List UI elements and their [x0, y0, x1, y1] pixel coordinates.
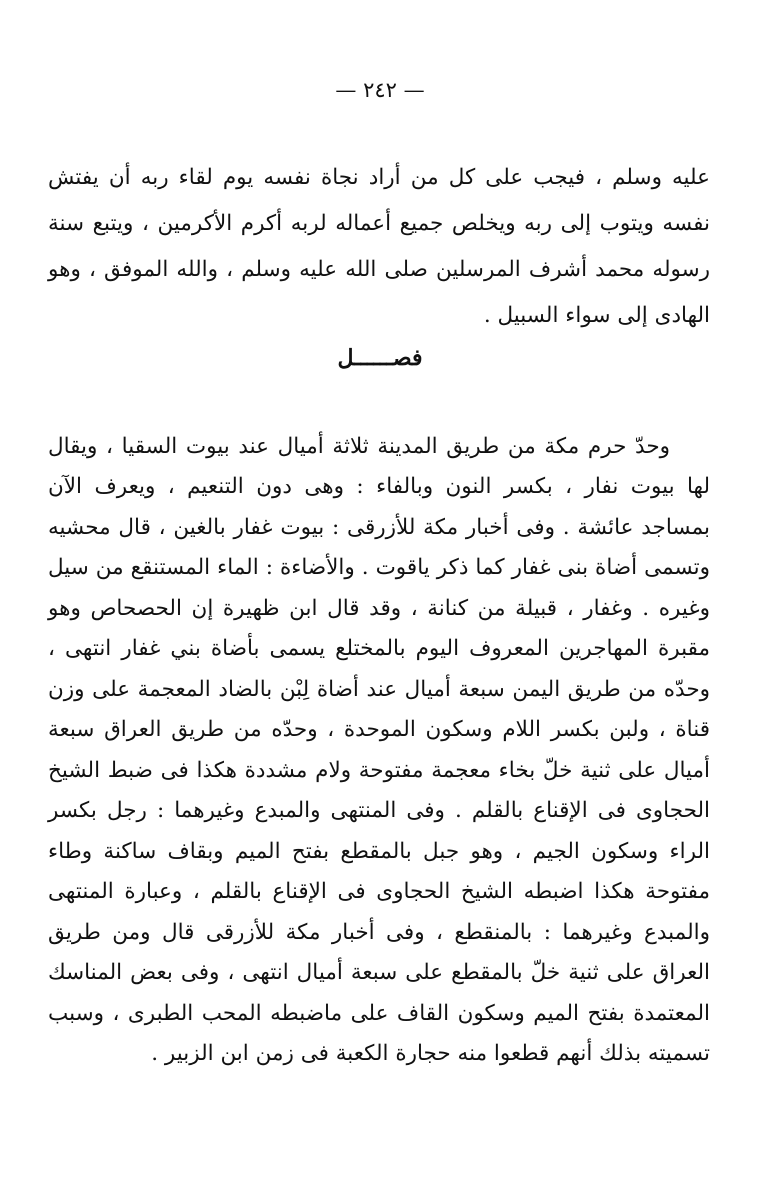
- paragraph-haram-boundaries: وحدّ حرم مكة من طريق المدينة ثلاثة أميال عند بيوت السقيا ، ويقال لها بيوت نفار ، بكسر النون وبالفاء : وهى دون التنعيم ، ويعرف الآن بمساجد عائشة . وفى أخبار مكة للأزرقى : بيوت غفار بالغين ، قال محشيه وتسمى أضاة بنى غفار كما ذكر ياقوت . والأضاءة : الماء المستنقع من سيل وغيره . وغفار ، قبيلة من كنانة ، وقد قال ابن ظهيرة إن الحصحاص وهو مقبرة المهاجرين المعروف اليوم بالمختلع يسمى بأضاة بني غفار انتهى ، وحدّه من طريق اليمن سبعة أميال عند أضاة لِبْن بالضاد المعجمة على وزن قناة ، ولبن بكسر اللام وسكون الموحدة ، وحدّه من طريق العراق سبعة أميال على ثنية خلّ بخاء معجمة مفتوحة ولام مشددة هكذا فى ضبط الشيخ الحجاوى فى الإقناع بالقلم . وفى المنتهى والمبدع وغيرهما : رجل بكسر الراء وسكون الجيم ، وهو جبل بالمقطع بفتح الميم وبقاف ساكنة وطاء مفتوحة هكذا اضبطه الشيخ الحجاوى فى الإقناع بالقلم ، وعبارة المنتهى والمبدع وغيرهما : بالمنقطع ، وفى أخبار مكة للأزرقى قال ومن طريق العراق على ثنية خلّ بالمقطع على سبعة أميال انتهى ، وفى بعض المناسك المعتمدة بفتح الميم وسكون القاف على ماضبطه المحب الطبرى ، وسبب تسميته بذلك أنهم قطعوا منه حجارة الكعبة فى زمن ابن الزبير .: [48, 433, 710, 1066]
- page-number: — ٢٤٢ —: [335, 78, 425, 102]
- section-heading: فصــــــل: [337, 345, 423, 371]
- paragraph-continuation: عليه وسلم ، فيجب على كل من أراد نجاة نفسه يوم لقاء ربه أن يفتش نفسه ويتوب إلى ربه ويخلص جميع أعماله لربه أكرم الأكرمين ، ويتبع سنة رسوله محمد أشرف المرسلين صلى الله عليه وسلم ، والله الموفق ، وهو الهادى إلى سواء السبيل .: [48, 164, 710, 328]
